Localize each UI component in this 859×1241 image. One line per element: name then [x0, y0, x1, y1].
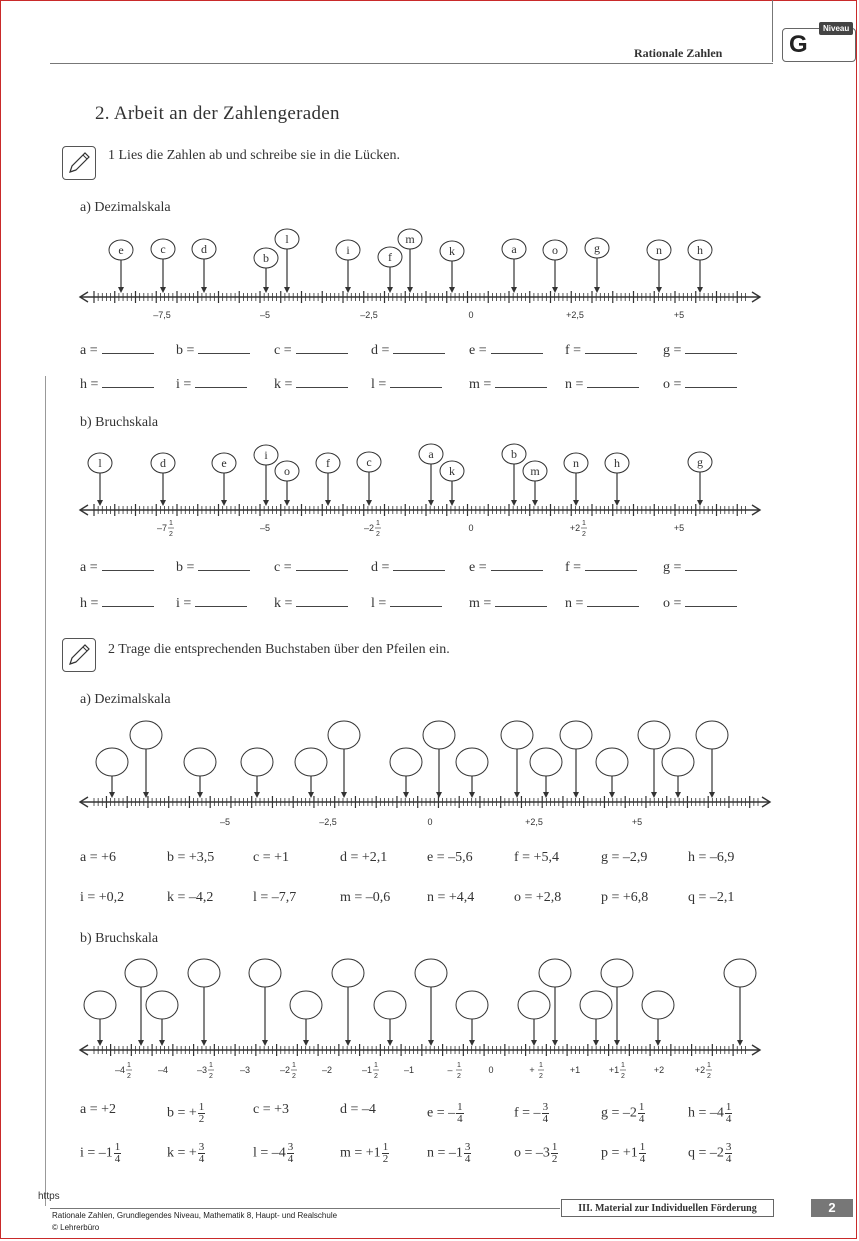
blank-label: n =	[565, 377, 584, 392]
fraction	[551, 1142, 559, 1165]
task2a-tick-label: +5	[631, 817, 643, 827]
task1a-tick-label: –2,5	[360, 310, 378, 320]
task2b-tick-label: +2	[694, 1065, 706, 1075]
marker-arrowhead	[552, 1040, 558, 1046]
fraction	[542, 1102, 550, 1125]
task2b-tick-label: +	[529, 1065, 535, 1075]
blank-label: d =	[371, 343, 390, 358]
marker-letter: n	[656, 243, 662, 257]
blank-label: a =	[80, 343, 98, 358]
blank-label: l =	[371, 377, 387, 392]
value-lhs: e = –	[427, 1105, 456, 1121]
task1a-tick-label: –7,5	[153, 310, 171, 320]
fraction	[725, 1142, 733, 1165]
marker-letter: c	[160, 242, 166, 256]
footer-url: https	[38, 1191, 60, 1202]
page-number: 2	[811, 1199, 853, 1217]
marker-circle	[374, 991, 406, 1019]
marker-letter: l	[285, 232, 289, 246]
marker-arrowhead	[531, 1040, 537, 1046]
blank-label: k =	[274, 596, 293, 611]
fraction-numerator: 1	[725, 1101, 732, 1113]
tick-fraction-denominator: 2	[209, 1073, 213, 1080]
marker-letter: d	[201, 242, 207, 256]
value-item: b = +3,5	[167, 850, 215, 865]
task2b-tick-label: –1	[403, 1065, 415, 1075]
fraction	[198, 1102, 206, 1125]
fraction	[456, 1102, 464, 1125]
tick-fraction-denominator: 2	[169, 531, 173, 538]
task2b-tick-label: –2	[279, 1065, 291, 1075]
task2a-tick-label: 0	[427, 817, 433, 827]
marker-arrowhead	[345, 1040, 351, 1046]
marker-letter: e	[118, 243, 124, 257]
value-lhs: g = –2	[601, 1105, 637, 1121]
blank-label: o =	[663, 377, 682, 392]
task2b-tick-label: 0	[488, 1065, 494, 1075]
tick-fraction-numerator: 1	[376, 520, 380, 527]
task1b-tick-label: –5	[259, 523, 271, 533]
tick-fraction-denominator: 2	[457, 1073, 461, 1080]
tick-fraction-numerator: 1	[169, 520, 173, 527]
value-lhs: q = –2	[688, 1145, 724, 1161]
marker-arrowhead	[655, 1040, 661, 1046]
tick-fraction-denominator: 2	[582, 531, 586, 538]
marker-letter: b	[511, 447, 517, 461]
fraction-numerator: 3	[198, 1141, 205, 1153]
task2b-tick-label: –	[447, 1065, 453, 1075]
tick-fraction-denominator: 2	[376, 531, 380, 538]
value-item	[688, 1102, 732, 1125]
fraction-numerator: 3	[725, 1141, 732, 1153]
value-item	[340, 1102, 376, 1118]
value-lhs: f = –	[514, 1105, 541, 1121]
marker-arrowhead	[138, 1040, 144, 1046]
fraction-denominator: 2	[551, 1153, 558, 1165]
marker-arrowhead	[201, 1040, 207, 1046]
fraction-denominator: 4	[638, 1113, 645, 1125]
task2b-tick-label: –4	[157, 1065, 169, 1075]
task2a-tick-label: –2,5	[319, 817, 337, 827]
task2b-label: b) Bruchskala	[80, 931, 159, 946]
task1b-tick-label: +2	[569, 523, 581, 533]
fraction-denominator: 4	[639, 1153, 646, 1165]
fraction-denominator: 4	[198, 1153, 205, 1165]
task1b-tick-label: +5	[673, 523, 685, 533]
task2b-tick-label: –1	[361, 1065, 373, 1075]
blank-label: l =	[371, 596, 387, 611]
marker-letter: m	[405, 232, 415, 246]
task1a-tick-label: +5	[673, 310, 685, 320]
tick-fraction-numerator: 1	[374, 1062, 378, 1069]
fraction-denominator: 4	[464, 1153, 471, 1165]
task2-instruction: 2 Trage die entsprechenden Buchstaben über den Pfeilen ein.	[108, 642, 450, 657]
task2a-label: a) Dezimalskala	[80, 692, 171, 707]
tick-fraction-denominator: 2	[707, 1073, 711, 1080]
marker-letter: h	[614, 456, 620, 470]
blank-label: i =	[176, 596, 192, 611]
value-item: g = –2,9	[601, 850, 648, 865]
value-lhs: m = +1	[340, 1145, 381, 1161]
marker-letter: m	[530, 464, 540, 478]
value-item	[253, 1142, 294, 1165]
blank-label: g =	[663, 343, 682, 358]
fraction	[725, 1102, 733, 1125]
blank-label: e =	[469, 343, 487, 358]
value-item	[253, 1102, 289, 1118]
marker-letter: f	[388, 250, 392, 264]
marker-letter: a	[428, 447, 434, 461]
marker-arrowhead	[303, 1040, 309, 1046]
marker-letter: b	[263, 251, 269, 265]
value-item: k = –4,2	[167, 890, 214, 905]
blank-label: f =	[565, 343, 582, 358]
tick-fraction-numerator: 1	[582, 520, 586, 527]
marker-arrowhead	[387, 1040, 393, 1046]
tick-fraction-numerator: 1	[127, 1062, 131, 1069]
marker-letter: g	[594, 241, 600, 255]
value-item: m = –0,6	[340, 890, 391, 905]
value-lhs: k = +	[167, 1145, 197, 1161]
marker-circle	[84, 991, 116, 1019]
value-item	[601, 1142, 646, 1165]
fraction-numerator: 3	[287, 1141, 294, 1153]
marker-arrowhead	[159, 1040, 165, 1046]
marker-letter: k	[449, 244, 455, 258]
blank-label: e =	[469, 560, 487, 575]
marker-arrowhead	[614, 1040, 620, 1046]
marker-arrowhead	[593, 1040, 599, 1046]
task2a-tick-label: –5	[219, 817, 231, 827]
blank-label: a =	[80, 560, 98, 575]
footer-chapter: III. Material zur Individuellen Förderung	[561, 1199, 774, 1217]
marker-letter: o	[552, 243, 558, 257]
blank-label: c =	[274, 560, 292, 575]
level-tag: Niveau	[819, 22, 853, 35]
fraction-numerator: 1	[639, 1141, 646, 1153]
task2b-tick-label: +1	[569, 1065, 581, 1075]
blank-label: c =	[274, 343, 292, 358]
running-title: Rationale Zahlen	[634, 46, 723, 60]
fraction	[198, 1142, 206, 1165]
blank-label: n =	[565, 596, 584, 611]
value-item	[688, 1142, 732, 1165]
value-item: f = +5,4	[514, 850, 559, 865]
marker-letter: c	[366, 455, 372, 469]
fraction-denominator: 4	[457, 1113, 463, 1125]
blank-label: b =	[176, 343, 195, 358]
value-item: q = –2,1	[688, 890, 735, 905]
fraction	[639, 1142, 647, 1165]
tick-fraction-denominator: 2	[374, 1073, 378, 1080]
blank-label: o =	[663, 596, 682, 611]
blank-label: m =	[469, 596, 492, 611]
marker-letter: a	[511, 242, 517, 256]
fraction-numerator: 1	[457, 1101, 463, 1113]
marker-circle	[601, 959, 633, 987]
marker-arrowhead	[97, 1040, 103, 1046]
fraction	[464, 1142, 472, 1165]
task1b-tick-label: 0	[468, 523, 474, 533]
value-item	[427, 1102, 464, 1125]
task1-instruction: 1 Lies die Zahlen ab und schreibe sie in die Lücken.	[108, 148, 400, 163]
value-item: d = +2,1	[340, 850, 388, 865]
task2b-tick-label: –3	[196, 1065, 208, 1075]
blank-label: i =	[176, 377, 192, 392]
value-item	[427, 1142, 471, 1165]
marker-letter: g	[697, 455, 703, 469]
marker-circle	[415, 959, 447, 987]
value-item: o = +2,8	[514, 890, 562, 905]
fraction-denominator: 2	[198, 1113, 205, 1125]
marker-letter: o	[284, 464, 290, 478]
value-item: c = +1	[253, 850, 290, 865]
marker-circle	[539, 959, 571, 987]
marker-circle	[249, 959, 281, 987]
marker-circle	[518, 991, 550, 1019]
task1a-tick-label: 0	[468, 310, 474, 320]
task1b-tick-label: –2	[363, 523, 375, 533]
marker-letter: i	[264, 448, 268, 462]
fraction-numerator: 1	[198, 1101, 205, 1113]
marker-circle	[580, 991, 612, 1019]
value-item	[514, 1142, 558, 1165]
tick-fraction-numerator: 1	[621, 1062, 625, 1069]
blank-label: d =	[371, 560, 390, 575]
tick-fraction-numerator: 1	[707, 1062, 711, 1069]
value-item	[340, 1142, 389, 1165]
level-letter: G	[789, 31, 808, 58]
value-item: p = +6,8	[601, 890, 649, 905]
tick-fraction-numerator: 1	[292, 1062, 296, 1069]
task2b-tick-label: –4	[114, 1065, 126, 1075]
fraction-numerator: 1	[114, 1141, 121, 1153]
value-lhs: a = +2	[80, 1102, 117, 1117]
marker-letter: h	[697, 243, 703, 257]
fraction-numerator: 1	[382, 1141, 389, 1153]
fraction-numerator: 3	[542, 1101, 549, 1113]
marker-circle	[146, 991, 178, 1019]
footer-citation: Rationale Zahlen, Grundlegendes Niveau, Mathematik 8, Haupt- und Realschule	[52, 1211, 338, 1220]
fraction	[638, 1102, 646, 1125]
value-lhs: n = –1	[427, 1145, 463, 1161]
marker-letter: n	[573, 456, 579, 470]
margin-rule	[45, 376, 46, 1206]
marker-letter: f	[326, 456, 330, 470]
marker-arrowhead	[737, 1040, 743, 1046]
task2b-tick-label: +2	[653, 1065, 665, 1075]
fraction-denominator: 4	[725, 1113, 732, 1125]
tick-fraction-denominator: 2	[539, 1073, 543, 1080]
marker-letter: k	[449, 464, 455, 478]
marker-circle	[125, 959, 157, 987]
marker-letter: i	[346, 243, 350, 257]
marker-circle	[332, 959, 364, 987]
blank-label: g =	[663, 560, 682, 575]
fraction-numerator: 1	[638, 1101, 645, 1113]
marker-circle	[188, 959, 220, 987]
blank-label: k =	[274, 377, 293, 392]
fraction	[382, 1142, 390, 1165]
tick-fraction-denominator: 2	[127, 1073, 131, 1080]
section-title: 2. Arbeit an der Zahlengeraden	[95, 103, 340, 124]
task1a-label: a) Dezimalskala	[80, 200, 171, 215]
task1b-tick-label: –7	[156, 523, 168, 533]
tick-fraction-denominator: 2	[621, 1073, 625, 1080]
value-item: a = +6	[80, 850, 117, 865]
value-lhs: c = +3	[253, 1102, 290, 1117]
marker-circle	[724, 959, 756, 987]
value-lhs: d = –4	[340, 1102, 376, 1117]
task1b-label: b) Bruchskala	[80, 415, 159, 430]
value-item	[601, 1102, 645, 1125]
fraction-denominator: 4	[725, 1153, 732, 1165]
footer-rule	[50, 1208, 560, 1209]
task1a-tick-label: +2,5	[566, 310, 584, 320]
marker-circle	[290, 991, 322, 1019]
fraction-denominator: 4	[114, 1153, 121, 1165]
blank-label: b =	[176, 560, 195, 575]
tick-fraction-numerator: 1	[457, 1062, 461, 1069]
task2a-tick-label: +2,5	[525, 817, 543, 827]
marker-circle	[642, 991, 674, 1019]
blank-label: h =	[80, 596, 99, 611]
value-item	[80, 1102, 116, 1118]
task2b-tick-label: +1	[608, 1065, 620, 1075]
tick-fraction-numerator: 1	[209, 1062, 213, 1069]
value-item	[167, 1142, 205, 1165]
fraction-denominator: 4	[287, 1153, 294, 1165]
marker-circle	[456, 991, 488, 1019]
marker-letter: e	[221, 456, 227, 470]
value-item: n = +4,4	[427, 890, 475, 905]
tick-fraction-numerator: 1	[539, 1062, 543, 1069]
fraction	[114, 1142, 122, 1165]
task2b-tick-label: –2	[321, 1065, 333, 1075]
blank-label: h =	[80, 377, 99, 392]
marker-letter: d	[160, 456, 166, 470]
fraction-denominator: 4	[542, 1113, 549, 1125]
value-item	[80, 1142, 121, 1165]
value-item: i = +0,2	[80, 890, 125, 905]
fraction	[287, 1142, 295, 1165]
value-lhs: i = –1	[80, 1145, 113, 1161]
value-item	[514, 1102, 549, 1125]
task1a-tick-label: –5	[259, 310, 271, 320]
footer-publisher: © Lehrerbüro	[52, 1223, 100, 1232]
tick-fraction-denominator: 2	[292, 1073, 296, 1080]
value-lhs: o = –3	[514, 1145, 550, 1161]
value-lhs: p = +1	[601, 1145, 638, 1161]
value-lhs: l = –4	[253, 1145, 286, 1161]
blank-label: m =	[469, 377, 492, 392]
value-lhs: b = +	[167, 1105, 197, 1121]
value-item: e = –5,6	[427, 850, 473, 865]
value-item: l = –7,7	[253, 890, 297, 905]
task2b-tick-label: –3	[239, 1065, 251, 1075]
marker-letter: l	[98, 456, 102, 470]
marker-arrowhead	[428, 1040, 434, 1046]
value-item: h = –6,9	[688, 850, 735, 865]
fraction-numerator: 3	[464, 1141, 471, 1153]
value-lhs: h = –4	[688, 1105, 724, 1121]
fraction-denominator: 2	[382, 1153, 389, 1165]
marker-arrowhead	[262, 1040, 268, 1046]
value-item	[167, 1102, 205, 1125]
fraction-numerator: 1	[551, 1141, 558, 1153]
blank-label: f =	[565, 560, 582, 575]
marker-arrowhead	[469, 1040, 475, 1046]
